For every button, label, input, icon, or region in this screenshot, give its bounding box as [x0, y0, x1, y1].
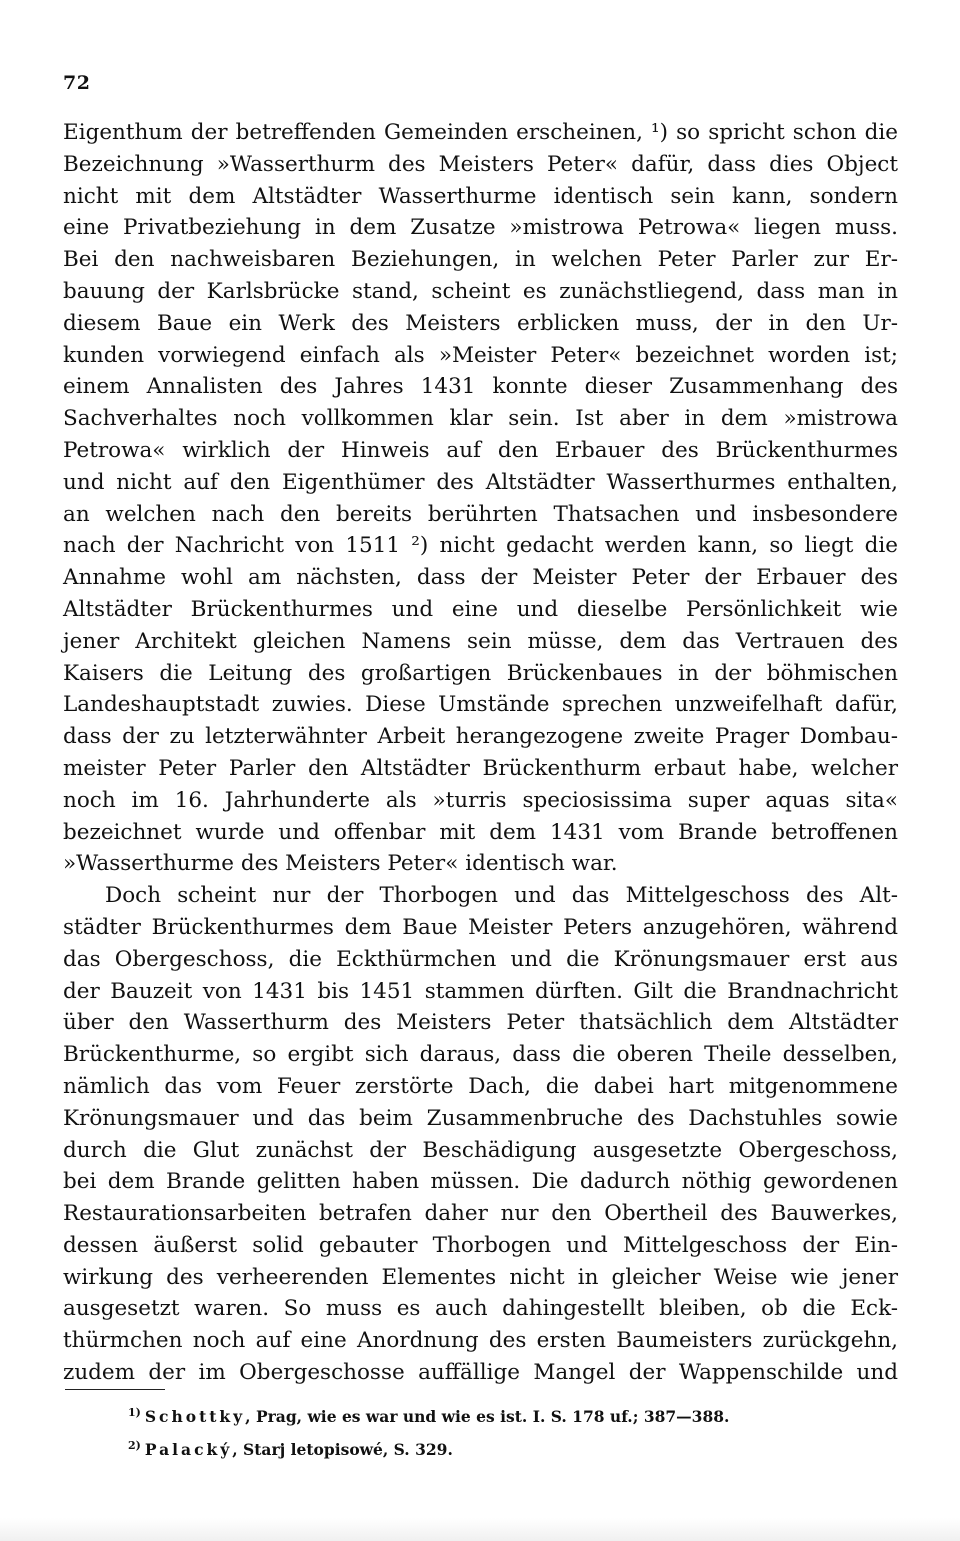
text-line: wirkung des verheerenden Elementes nicht in gleicher Weise wie jener [63, 1264, 898, 1290]
text-line: jener Architekt gleichen Namens sein müsse, dem das Vertrauen des [63, 628, 898, 654]
paragraph-last-line: »Wasserthurme des Meisters Peter« identisch war. [63, 851, 618, 877]
text-line: kunden vorwiegend einfach als »Meister Peter« bezeichnet worden ist; [63, 342, 898, 368]
text-line: bauung der Karlsbrücke stand, scheint es zunächstliegend, dass man in [63, 278, 898, 304]
text-line: eine Privatbeziehung in dem Zusatze »mistrowa Petrowa« liegen muss. [63, 215, 898, 241]
text-line: Bei den nachweisbaren Beziehungen, in welchen Peter Parler zur Er- [63, 247, 898, 273]
text-line: Bezeichnung »Wasserthurm des Meisters Peter« dafür, dass dies Object [63, 151, 898, 177]
text-line: Landeshauptstadt zuwies. Diese Umstände sprechen unzweifelhaft dafür, [63, 692, 898, 718]
text-line: nämlich das vom Feuer zerstörte Dach, die dabei hart mitgenommene [63, 1073, 898, 1099]
footnotes [128, 1398, 888, 1464]
footnote-author: Palacký [144, 1440, 233, 1460]
text-line: thürmchen noch auf eine Anordnung des ersten Baumeisters zurückgehn, [63, 1328, 898, 1354]
text-line: bezeichnet wurde und offenbar mit dem 1431 vom Brande betroffenen [63, 819, 898, 845]
text-line: Sachverhaltes noch vollkommen klar sein. Ist aber in dem »mistrowa [63, 406, 898, 432]
text-line: Krönungsmauer und das beim Zusammenbruche des Dachstuhles sowie [63, 1105, 898, 1131]
footnote-text: , Starj letopisowé, S. 329. [232, 1440, 453, 1460]
footnote-1 [128, 1398, 888, 1431]
footnote-text: , Prag, wie es war und wie es ist. I. S. 178 uf.; 387—388. [245, 1407, 730, 1427]
text-line: an welchen nach den bereits berührten Thatsachen und insbesondere [63, 501, 898, 527]
text-line: Kaisers die Leitung des großartigen Brückenbaues in der böhmischen [63, 660, 898, 686]
paragraph-first-line: Doch scheint nur der Thorbogen und das Mittelgeschoss des Alt- [105, 883, 898, 909]
text-line: städter Brückenthurmes dem Baue Meister Peters anzugehören, während [63, 914, 898, 940]
page-bottom-edge [0, 1518, 960, 1541]
text-line: nach der Nachricht von 1511 ²) nicht gedacht werden kann, so liegt die [63, 533, 898, 559]
text-line: Altstädter Brückenthurmes und eine und dieselbe Persönlichkeit wie [63, 596, 898, 622]
text-line: dass der zu letzterwähnter Arbeit herangezogene zweite Prager Dombau- [63, 724, 898, 750]
text-line: Restaurationsarbeiten betrafen daher nur den Obertheil des Bauwerkes, [63, 1201, 898, 1227]
text-line: Petrowa« wirklich der Hinweis auf den Erbauer des Brückenthurmes [63, 437, 898, 463]
text-line: bei dem Brande gelitten haben müssen. Die dadurch nöthig gewordenen [63, 1169, 898, 1195]
text-line: das Obergeschoss, die Eckthürmchen und die Krönungsmauer erst aus [63, 946, 898, 972]
text-line: dessen äußerst solid gebauter Thorbogen und Mittelgeschoss der Ein- [63, 1232, 898, 1258]
text-line: Eigenthum der betreffenden Gemeinden erscheinen, ¹) so spricht schon die [63, 120, 898, 145]
text-line: ausgesetzt waren. So muss es auch dahingestellt bleiben, ob die Eck- [63, 1296, 898, 1322]
text-line: diesem Baue ein Werk des Meisters erblicken muss, der in den Ur- [63, 310, 898, 336]
footnote-2 [128, 1431, 888, 1464]
text-line: meister Peter Parler den Altstädter Brückenthurm erbaut habe, welcher [63, 755, 898, 781]
footnote-marker: 2) [128, 1439, 141, 1453]
body-text [63, 117, 898, 1389]
text-line: über den Wasserthurm des Meisters Peter thatsächlich dem Altstädter [63, 1010, 898, 1036]
text-line: Annahme wohl am nächsten, dass der Meister Peter der Erbauer des [63, 565, 898, 591]
page-number: 72 [63, 72, 91, 94]
text-line: durch die Glut zunächst der Beschädigung ausgesetzte Obergeschoss, [63, 1137, 898, 1163]
text-line: noch im 16. Jahrhunderte als »turris speciosissima super aquas sita« [63, 787, 898, 813]
footnote-marker: 1) [128, 1406, 141, 1419]
text-line: einem Annalisten des Jahres 1431 konnte dieser Zusammenhang des [63, 374, 898, 400]
footnote-divider [65, 1389, 165, 1390]
text-line: und nicht auf den Eigenthümer des Altstädter Wasserthurmes enthalten, [63, 469, 898, 495]
text-line: Brückenthurme, so ergibt sich daraus, dass die oberen Theile desselben, [63, 1042, 898, 1068]
text-line: nicht mit dem Altstädter Wasserthurme identisch sein kann, sondern [63, 183, 898, 209]
text-line: zudem der im Obergeschosse auffällige Mangel der Wappenschilde und [63, 1360, 898, 1386]
text-line: der Bauzeit von 1431 bis 1451 stammen dürften. Gilt die Brandnachricht [63, 978, 898, 1004]
footnote-author: Schottky [144, 1407, 246, 1427]
